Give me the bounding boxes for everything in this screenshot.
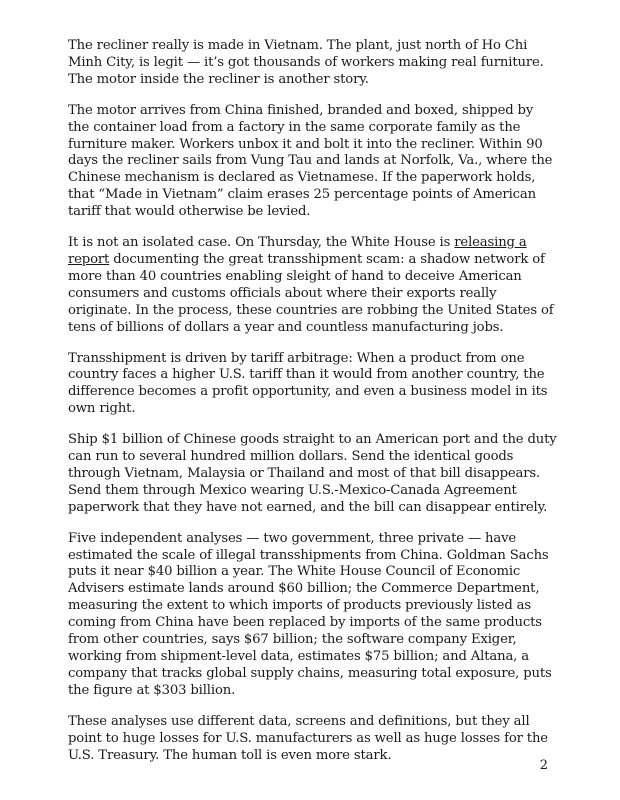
paragraph-analyses: Five independent analyses — two government, three private — have estimated the scale of illegal transshipments from China. Goldman Sachs puts it near $40 billion a year. The White House Council of Economic Advisers estimate lands around $60 billion; the Commerce Department, measuring the extent to which imports of products previously listed as coming from China have been replaced by imports of the same products from other countries, says $67 billion; the software company Exiger, working from shipment-level data, estimates $75 billion; and Altana, a company that tracks global supply chains, measuring total exposure, puts the figure at $303 billion. xyxy=(68,530,552,698)
paragraph-isolated-case xyxy=(68,235,558,336)
paragraph-text-before-link: It is not an isolated case. On Thursday, the White House is xyxy=(68,235,455,251)
paragraph-recliner: The recliner really is made in Vietnam. The plant, just north of Ho Chi Minh City, is legit — it’s got thousands of workers making real furniture. The motor inside the recliner is another story. xyxy=(68,38,544,87)
paragraph-motor: The motor arrives from China finished, branded and boxed, shipped by the container load from a factory in the same corporate family as the furniture maker. Workers unbox it and bolt it into the recliner. Within 90 days the recliner sails from Vung Tau and lands at Norfolk, Va., where the Chinese mechanism is declared as Vietnamese. If the paperwork holds, that “Made in Vietnam” claim erases 25 percentage points of American tariff that would otherwise be levied. xyxy=(68,102,553,220)
paragraph-tariff-arbitrage: Transshipment is driven by tariff arbitrage: When a product from one country faces a higher U.S. tariff than it would from another country, the difference becomes a profit opportunity, and even a business model in its own right. xyxy=(68,350,548,417)
paragraph-losses: These analyses use different data, screens and definitions, but they all point to huge losses for U.S. manufacturers as well as huge losses for the U.S. Treasury. The human toll is even more stark. xyxy=(68,713,548,763)
releasing-report-link[interactable]: releasing a report xyxy=(68,235,527,267)
page-number: 2 xyxy=(539,758,548,773)
paragraph-ship-goods: Ship $1 billion of Chinese goods straight to an American port and the duty can run to several hundred million dollars. Send the identical goods through Vietnam, Malaysia or Thailand and most of that bill disappears. Send them through Mexico wearing U.S.-Mexico-Canada Agreement paperwork that they have not earned, and the bill can disappear entirely. xyxy=(68,432,557,515)
paragraph-text-after-link: documenting the great transshipment scam: a shadow network of more than 40 countries enabling sleight of hand to deceive American consumers and customs officials about where their exports really originate. In the process, these countries are robbing the United States of tens of billions of dollars a year and countless manufacturing jobs. xyxy=(68,251,554,335)
document-page xyxy=(68,38,558,778)
